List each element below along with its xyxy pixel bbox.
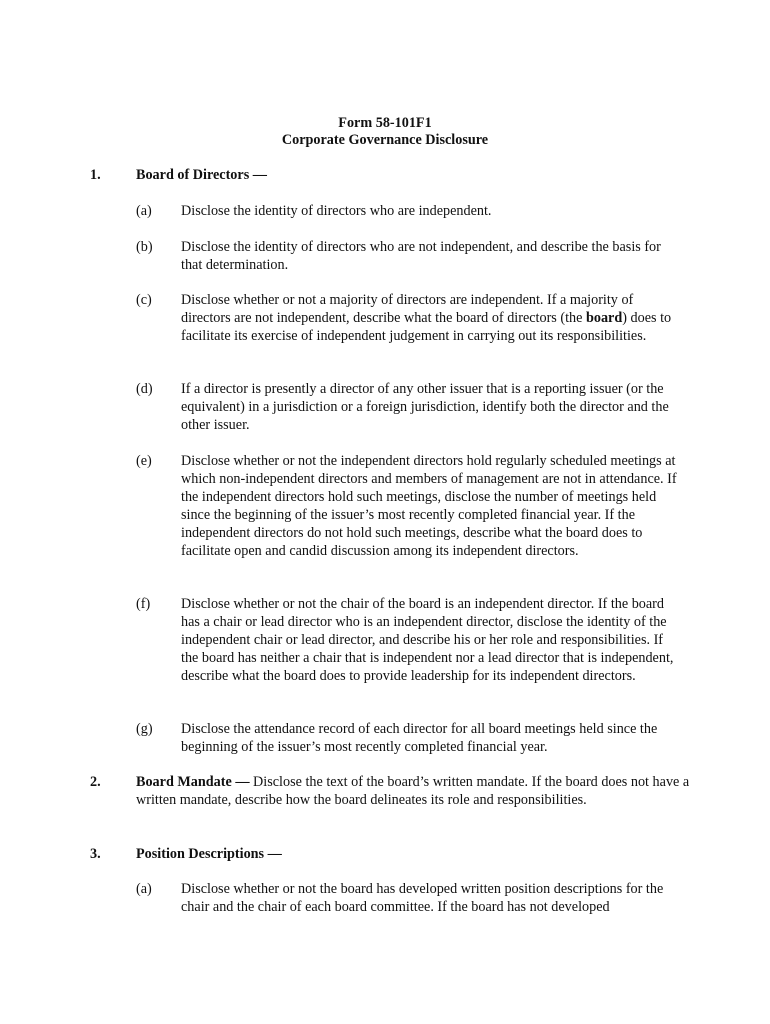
- item-letter: (g): [136, 721, 153, 737]
- section-title: Position Descriptions —: [136, 846, 282, 862]
- section-body: [136, 773, 696, 809]
- item-text: Disclose whether or not the board has developed written position descriptions for the chair and the chair of each board committee. If the board has not developed: [181, 881, 664, 915]
- section-title: Board Mandate —: [136, 774, 250, 790]
- section-title: Board of Directors —: [136, 167, 267, 183]
- item-text-part: Disclose whether or not a majority of directors are independent. If a majority of directors are not independent, describe what the board of directors (the: [181, 292, 634, 326]
- form-number: Form 58-101F1: [338, 115, 432, 131]
- item-text: Disclose the identity of directors who are independent.: [181, 203, 492, 219]
- item-letter: (c): [136, 292, 152, 308]
- item-text: Disclose the attendance record of each director for all board meetings held since the beginning of the issuer’s most recently completed financial year.: [181, 721, 658, 755]
- item-letter: (b): [136, 239, 153, 255]
- item-text: [181, 291, 681, 345]
- item-letter: (d): [136, 381, 153, 397]
- section-number: 2.: [90, 774, 101, 790]
- item-text: If a director is presently a director of any other issuer that is a reporting issuer (or the equivalent) in a jurisdiction or a foreign jurisdiction, identify both the director and the other issuer.: [181, 381, 669, 433]
- item-letter: (f): [136, 596, 151, 612]
- section-number: 1.: [90, 167, 101, 183]
- item-text: Disclose whether or not the chair of the board is an independent director. If the board has a chair or lead director who is an independent director, disclose the identity of the independent chair or lead director, and describe his or her role and responsibilities. If the board has neither a chair that is independent nor a lead director that is independent, describe what the board does to provide leadership for its independent directors.: [181, 596, 674, 684]
- defined-term-board: board: [585, 310, 623, 326]
- section-text: Disclose the text of the board’s written mandate. If the board does not have a written mandate, describe how the board delineates its role and responsibilities.: [136, 774, 690, 808]
- item-letter: (e): [136, 453, 152, 469]
- item-letter: (a): [136, 203, 152, 219]
- item-letter: (a): [136, 881, 152, 897]
- item-text: Disclose whether or not the independent directors hold regularly scheduled meetings at which non-independent directors and members of management are not in attendance. If the independent directors hold such meetings, disclose the number of meetings held since the beginning of the issuer’s most recently completed financial year. If the independent directors do not hold such meetings, describe what the board does to facilitate open and candid discussion among its independent directors.: [181, 453, 677, 559]
- item-text-part: ) does to facilitate its exercise of independent judgement in carrying out its responsibilities.: [181, 310, 672, 344]
- form-title: Corporate Governance Disclosure: [281, 132, 489, 148]
- section-number: 3.: [90, 846, 101, 862]
- item-text: Disclose the identity of directors who are not independent, and describe the basis for that determination.: [181, 239, 661, 273]
